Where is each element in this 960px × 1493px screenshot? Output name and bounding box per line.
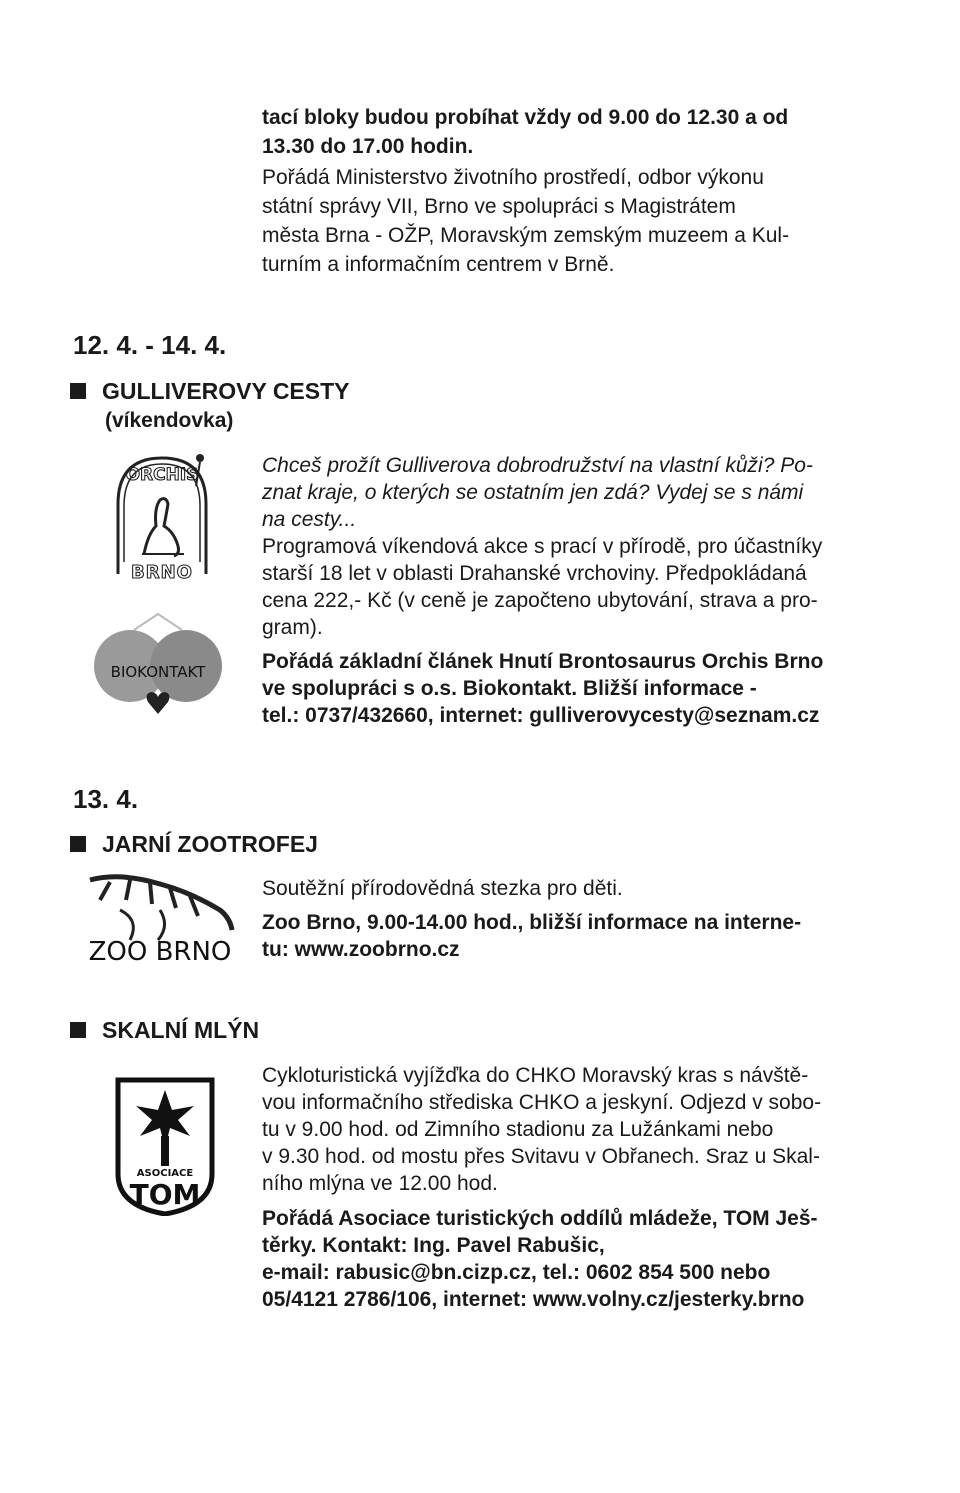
bullet-square-icon xyxy=(70,383,86,399)
brno-logo-text: BRNO xyxy=(131,562,193,582)
orchis-brno-logo xyxy=(104,446,220,582)
biokontakt-logo-text: BIOKONTAKT xyxy=(110,663,206,681)
body-line: Soutěžní přírodovědná stezka pro děti. xyxy=(262,877,623,900)
event-title: GULLIVEROVY CESTY xyxy=(102,378,350,404)
organizer-line: Pořádá Asociace turistických oddílů mládeže, TOM Ješ- xyxy=(262,1207,818,1230)
event-subtitle: (víkendovka) xyxy=(105,409,234,432)
contact-line: tel.: 0737/432660, internet: gulliverovycesty@seznam.cz xyxy=(262,704,820,727)
intro-line: tací bloky budou probíhat vždy od 9.00 do 12.30 a od xyxy=(262,106,789,129)
event-description xyxy=(262,452,862,729)
event-description xyxy=(262,1062,862,1313)
event-heading xyxy=(70,377,350,405)
contact-line: e-mail: rabusic@bn.cizp.cz, tel.: 0602 854 500 nebo xyxy=(262,1261,771,1284)
italic-line: na cesty... xyxy=(262,508,357,531)
italic-line: znat kraje, o kterých se ostatním jen zdá? Vydej se s námi xyxy=(262,481,804,504)
body-line: starší 18 let v oblasti Drahanské vrchoviny. Předpokládaná xyxy=(262,562,807,585)
event-date: 13. 4. xyxy=(73,784,139,814)
orchis-logo-text: ORCHIS xyxy=(125,465,199,485)
italic-line: Chceš prožít Gulliverova dobrodružství na vlastní kůži? Po- xyxy=(262,454,813,477)
body-line: Programová víkendová akce s prací v přírodě, pro účastníky xyxy=(262,535,823,558)
body-line: cena 222,- Kč (v ceně je započteno ubytování, strava a pro- xyxy=(262,589,818,612)
intro-line: státní správy VII, Brno ve spolupráci s Magistrátem xyxy=(262,195,736,218)
asociace-tom-logo xyxy=(114,1076,216,1216)
event-date: 12. 4. - 14. 4. xyxy=(73,330,227,360)
asociace-logo-text: ASOCIACE xyxy=(136,1168,194,1179)
tom-logo-text: TOM xyxy=(129,1178,201,1211)
organizer-line: Pořádá základní článek Hnutí Brontosaurus Orchis Brno xyxy=(262,650,824,673)
event-heading xyxy=(70,830,318,858)
zoo-brno-logo-text: ZOO BRNO xyxy=(88,937,232,967)
bullet-square-icon xyxy=(70,1022,86,1038)
biokontakt-logo xyxy=(94,610,222,720)
event-title: JARNÍ ZOOTROFEJ xyxy=(102,831,318,857)
body-line: Cykloturistická vyjížďka do CHKO Moravský kras s návště- xyxy=(262,1064,809,1087)
zoo-brno-logo xyxy=(80,870,240,970)
body-line: vou informačního střediska CHKO a jeskyní. Odjezd v sobo- xyxy=(262,1091,822,1114)
organizer-line: ve spolupráci s o.s. Biokontakt. Bližší informace - xyxy=(262,677,757,700)
bullet-square-icon xyxy=(70,836,86,852)
intro-paragraph xyxy=(262,104,862,278)
body-line: ního mlýna ve 12.00 hod. xyxy=(262,1172,498,1195)
intro-line: Pořádá Ministerstvo životního prostředí, odbor výkonu xyxy=(262,166,764,189)
body-line: v 9.30 hod. od mostu přes Svitavu v Obřanech. Sraz u Skal- xyxy=(262,1145,820,1168)
event-description xyxy=(262,875,862,963)
contact-line: těrky. Kontakt: Ing. Pavel Rabušic, xyxy=(262,1234,605,1257)
info-line: Zoo Brno, 9.00-14.00 hod., bližší informace na interne- xyxy=(262,911,802,934)
body-line: gram). xyxy=(262,616,323,639)
contact-line: 05/4121 2786/106, internet: www.volny.cz/jesterky.brno xyxy=(262,1288,805,1311)
event-title: SKALNÍ MLÝN xyxy=(102,1017,260,1043)
intro-line: turním a informačním centrem v Brně. xyxy=(262,253,615,276)
intro-line: 13.30 do 17.00 hodin. xyxy=(262,135,474,158)
body-line: tu v 9.00 hod. od Zimního stadionu za Lužánkami nebo xyxy=(262,1118,774,1141)
event-heading xyxy=(70,1016,259,1044)
intro-line: města Brna - OŽP, Moravským zemským muzeem a Kul- xyxy=(262,224,790,247)
info-line: tu: www.zoobrno.cz xyxy=(262,938,460,961)
